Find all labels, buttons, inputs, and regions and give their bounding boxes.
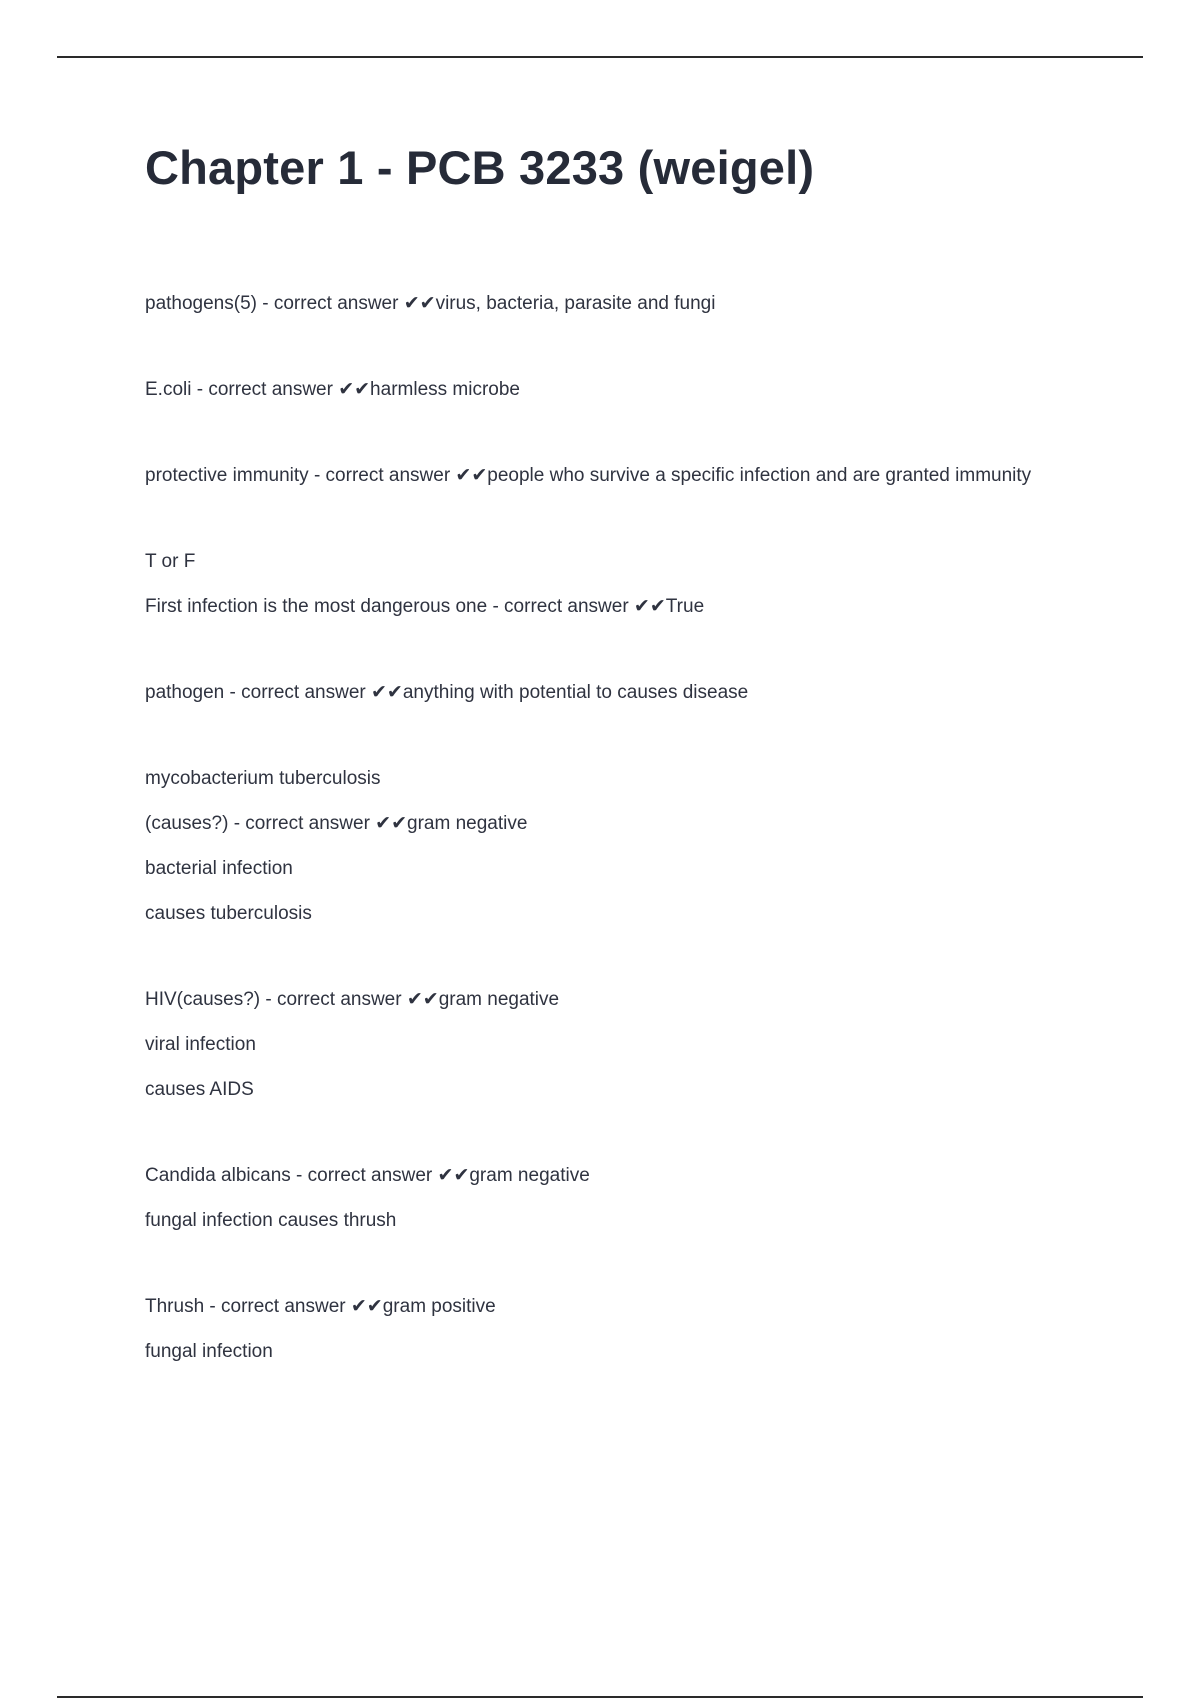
entry-line: fungal infection causes thrush (145, 1210, 397, 1231)
entry-line: causes tuberculosis (145, 903, 312, 924)
entry-line: protective immunity - correct answer ✔✔people who survive a specific infection and are granted immunity (145, 465, 1032, 486)
entry-hiv (145, 986, 1045, 1104)
entry-ecoli (145, 376, 1045, 404)
entry-line: (causes?) - correct answer ✔✔gram negative (145, 813, 528, 834)
entry-line: E.coli - correct answer ✔✔harmless microbe (145, 379, 520, 400)
bottom-rule (57, 1696, 1143, 1698)
entry-pathogens-5 (145, 290, 1045, 318)
entry-line: fungal infection (145, 1341, 273, 1362)
entry-line: bacterial infection (145, 858, 293, 879)
entry-line: Thrush - correct answer ✔✔gram positive (145, 1296, 496, 1317)
entry-line: HIV(causes?) - correct answer ✔✔gram negative (145, 989, 560, 1010)
entry-line: First infection is the most dangerous one - correct answer ✔✔True (145, 596, 705, 617)
document-body (145, 290, 1045, 1424)
entry-first-infection (145, 548, 1045, 621)
entry-line: T or F (145, 551, 196, 572)
entry-line: causes AIDS (145, 1079, 254, 1100)
entry-pathogen (145, 679, 1045, 707)
entry-candida-albicans (145, 1162, 1045, 1235)
top-rule (57, 56, 1143, 58)
entry-line: Candida albicans - correct answer ✔✔gram negative (145, 1165, 590, 1186)
entry-protective-immunity (145, 462, 1045, 490)
entry-mycobacterium (145, 765, 1045, 928)
entry-line: pathogen - correct answer ✔✔anything with potential to causes disease (145, 682, 749, 703)
entry-line: pathogens(5) - correct answer ✔✔virus, bacteria, parasite and fungi (145, 293, 716, 314)
page-title: Chapter 1 - PCB 3233 (weigel) (145, 141, 815, 194)
entry-thrush (145, 1293, 1045, 1366)
entry-line: viral infection (145, 1034, 256, 1055)
entry-line: mycobacterium tuberculosis (145, 768, 381, 789)
